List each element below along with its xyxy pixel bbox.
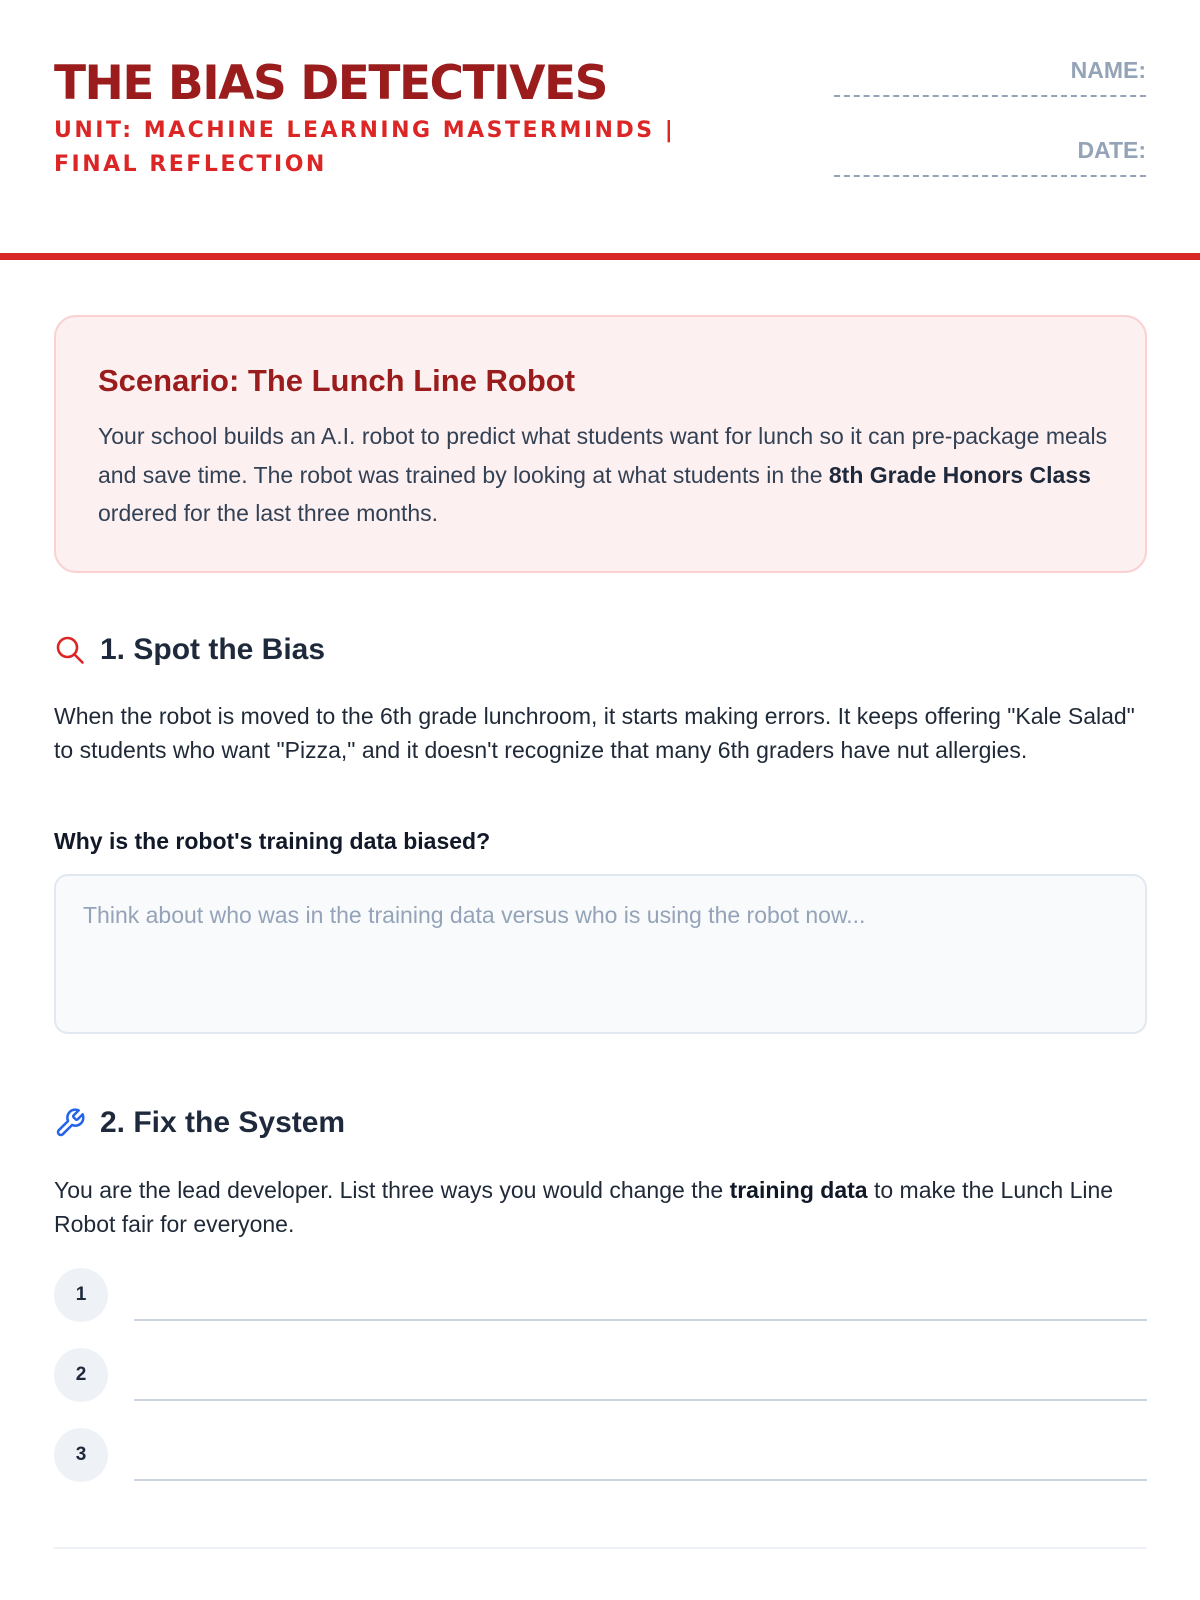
date-field[interactable] bbox=[834, 135, 1146, 177]
name-line[interactable] bbox=[834, 95, 1146, 97]
section2-text-bold: training data bbox=[729, 1177, 868, 1203]
scenario-card bbox=[54, 315, 1147, 573]
search-icon bbox=[54, 634, 86, 666]
wrench-icon bbox=[54, 1107, 86, 1139]
answer-row bbox=[54, 1428, 1147, 1484]
section2-paragraph bbox=[54, 1174, 1154, 1241]
section2-title: 2. Fix the System bbox=[100, 1106, 346, 1139]
worksheet-header bbox=[0, 0, 1200, 260]
section1-paragraph: When the robot is moved to the 6th grade lunchroom, it starts making errors. It keeps offering "Kale Salad" to students who want "Pizza," and it doesn't recognize that many 6th graders have nut allergies. bbox=[54, 703, 1135, 763]
section1-heading bbox=[54, 630, 325, 670]
scenario-text-part1: Your school builds an A.I. robot to predict what students want for lunch so it can pre-package meals and save time. The robot was trained by looking at what students in the bbox=[98, 423, 1108, 488]
answer-line[interactable] bbox=[134, 1479, 1147, 1481]
scenario-body bbox=[98, 417, 1108, 533]
section2-text-part1: You are the lead developer. List three ways you would change the bbox=[54, 1177, 730, 1203]
scenario-title: Scenario: The Lunch Line Robot bbox=[98, 363, 576, 398]
number-badge: 1 bbox=[54, 1268, 108, 1322]
footer-divider bbox=[54, 1547, 1147, 1549]
section2-heading bbox=[54, 1103, 345, 1143]
page-title: THE BIAS DETECTIVES bbox=[54, 56, 607, 111]
answer-textarea[interactable] bbox=[54, 874, 1147, 1034]
name-label: NAME: bbox=[1070, 57, 1146, 83]
number-badge: 3 bbox=[54, 1428, 108, 1482]
section1-title: 1. Spot the Bias bbox=[100, 633, 326, 666]
scenario-text-bold: 8th Grade Honors Class bbox=[828, 461, 1091, 488]
unit-subtitle: UNIT: MACHINE LEARNING MASTERMINDS | FINAL REFLECTION bbox=[54, 118, 676, 177]
number-badge: 2 bbox=[54, 1348, 108, 1402]
scenario-text-part2: ordered for the last three months. bbox=[98, 500, 439, 526]
section2-text-part2: to make the Lunch Line Robot fair for everyone. bbox=[54, 1177, 1114, 1237]
answer-line[interactable] bbox=[134, 1319, 1147, 1321]
date-label: DATE: bbox=[1077, 137, 1146, 163]
answer-row bbox=[54, 1348, 1147, 1404]
name-field[interactable] bbox=[834, 55, 1146, 97]
question-label: Why is the robot's training data biased? bbox=[54, 828, 491, 854]
header-divider bbox=[0, 253, 1200, 260]
date-line[interactable] bbox=[834, 175, 1146, 177]
answer-line[interactable] bbox=[134, 1399, 1147, 1401]
answer-row bbox=[54, 1268, 1147, 1324]
